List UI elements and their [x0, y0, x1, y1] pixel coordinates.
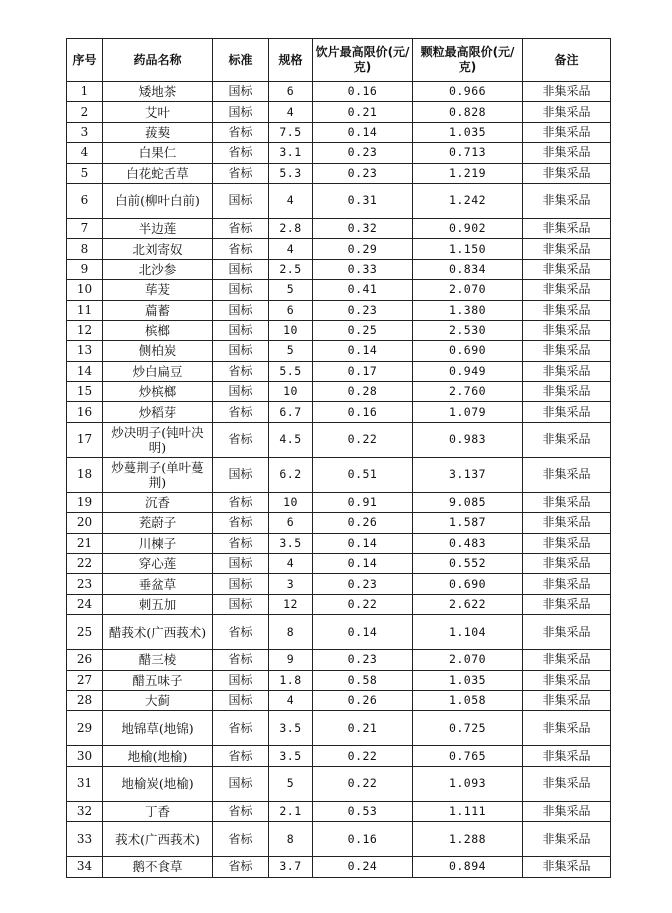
- cell-remark: 非集采品: [523, 280, 611, 300]
- header-cell-drug-name: 药品名称: [103, 39, 213, 82]
- cell-granule-price: 1.111: [413, 801, 523, 821]
- table-row: [67, 82, 611, 102]
- cell-standard: 国标: [213, 300, 269, 320]
- cell-index: 7: [67, 218, 103, 238]
- cell-spec: 3: [269, 574, 313, 594]
- table-row: [67, 259, 611, 279]
- cell-spec: 2.5: [269, 259, 313, 279]
- cell-spec: 3.5: [269, 533, 313, 553]
- cell-spec: 4: [269, 102, 313, 122]
- cell-slice-price: 0.17: [313, 361, 413, 381]
- cell-slice-price: 0.14: [313, 341, 413, 361]
- cell-spec: 4: [269, 239, 313, 259]
- cell-granule-price: 0.902: [413, 218, 523, 238]
- cell-spec: 3.7: [269, 857, 313, 877]
- cell-standard: 国标: [213, 280, 269, 300]
- table-row: [67, 300, 611, 320]
- table-row: [67, 766, 611, 801]
- table-row: [67, 280, 611, 300]
- cell-drug-name: 地榆炭(地榆): [103, 766, 213, 801]
- cell-granule-price: 1.035: [413, 122, 523, 142]
- cell-granule-price: 0.966: [413, 82, 523, 102]
- cell-index: 6: [67, 183, 103, 218]
- cell-standard: 省标: [213, 492, 269, 512]
- cell-index: 15: [67, 382, 103, 402]
- cell-granule-price: 0.834: [413, 259, 523, 279]
- cell-standard: 省标: [213, 801, 269, 821]
- cell-slice-price: 0.22: [313, 594, 413, 614]
- cell-drug-name: 地榆(地榆): [103, 746, 213, 766]
- cell-remark: 非集采品: [523, 183, 611, 218]
- cell-spec: 6.7: [269, 402, 313, 422]
- cell-spec: 4.5: [269, 422, 313, 457]
- cell-spec: 5: [269, 280, 313, 300]
- cell-granule-price: 1.035: [413, 670, 523, 690]
- cell-index: 14: [67, 361, 103, 381]
- cell-slice-price: 0.58: [313, 670, 413, 690]
- cell-spec: 4: [269, 690, 313, 710]
- cell-remark: 非集采品: [523, 533, 611, 553]
- cell-standard: 国标: [213, 594, 269, 614]
- cell-granule-price: 1.093: [413, 766, 523, 801]
- cell-remark: 非集采品: [523, 402, 611, 422]
- cell-slice-price: 0.28: [313, 382, 413, 402]
- table-row: [67, 163, 611, 183]
- cell-standard: 国标: [213, 82, 269, 102]
- cell-granule-price: 0.894: [413, 857, 523, 877]
- cell-slice-price: 0.21: [313, 711, 413, 746]
- cell-remark: 非集采品: [523, 857, 611, 877]
- cell-drug-name: 半边莲: [103, 218, 213, 238]
- table-row: [67, 650, 611, 670]
- cell-standard: 省标: [213, 239, 269, 259]
- cell-standard: 国标: [213, 690, 269, 710]
- table-row: [67, 361, 611, 381]
- cell-slice-price: 0.25: [313, 320, 413, 340]
- table-row: [67, 422, 611, 457]
- cell-standard: 省标: [213, 822, 269, 857]
- drug-price-table: [66, 38, 611, 878]
- cell-slice-price: 0.16: [313, 822, 413, 857]
- cell-remark: 非集采品: [523, 690, 611, 710]
- cell-standard: 省标: [213, 361, 269, 381]
- cell-remark: 非集采品: [523, 594, 611, 614]
- cell-granule-price: 1.219: [413, 163, 523, 183]
- cell-index: 24: [67, 594, 103, 614]
- cell-spec: 6: [269, 513, 313, 533]
- cell-granule-price: 1.587: [413, 513, 523, 533]
- cell-index: 2: [67, 102, 103, 122]
- cell-granule-price: 2.622: [413, 594, 523, 614]
- table-row: [67, 554, 611, 574]
- table-row: [67, 746, 611, 766]
- cell-spec: 10: [269, 492, 313, 512]
- cell-granule-price: 1.150: [413, 239, 523, 259]
- header-cell-spec: 规格: [269, 39, 313, 82]
- cell-slice-price: 0.22: [313, 766, 413, 801]
- cell-remark: 非集采品: [523, 382, 611, 402]
- cell-drug-name: 炒决明子(钝叶决明): [103, 422, 213, 457]
- cell-standard: 国标: [213, 457, 269, 492]
- cell-drug-name: 沉香: [103, 492, 213, 512]
- cell-index: 5: [67, 163, 103, 183]
- cell-spec: 4: [269, 183, 313, 218]
- cell-drug-name: 地锦草(地锦): [103, 711, 213, 746]
- cell-slice-price: 0.23: [313, 143, 413, 163]
- cell-drug-name: 炒稻芽: [103, 402, 213, 422]
- cell-index: 17: [67, 422, 103, 457]
- cell-spec: 5: [269, 766, 313, 801]
- cell-slice-price: 0.31: [313, 183, 413, 218]
- cell-remark: 非集采品: [523, 320, 611, 340]
- cell-standard: 省标: [213, 711, 269, 746]
- cell-standard: 省标: [213, 122, 269, 142]
- cell-standard: 国标: [213, 341, 269, 361]
- cell-remark: 非集采品: [523, 163, 611, 183]
- cell-standard: 省标: [213, 143, 269, 163]
- cell-remark: 非集采品: [523, 513, 611, 533]
- table-row: [67, 122, 611, 142]
- cell-drug-name: 炒蔓荆子(单叶蔓荆): [103, 457, 213, 492]
- cell-drug-name: 白果仁: [103, 143, 213, 163]
- cell-index: 27: [67, 670, 103, 690]
- table-row: [67, 801, 611, 821]
- cell-granule-price: 0.690: [413, 341, 523, 361]
- cell-granule-price: 0.765: [413, 746, 523, 766]
- cell-granule-price: 0.828: [413, 102, 523, 122]
- cell-remark: 非集采品: [523, 615, 611, 650]
- cell-standard: 省标: [213, 402, 269, 422]
- table-row: [67, 320, 611, 340]
- cell-spec: 6.2: [269, 457, 313, 492]
- cell-spec: 2.1: [269, 801, 313, 821]
- header-cell-index: 序号: [67, 39, 103, 82]
- cell-spec: 6: [269, 82, 313, 102]
- cell-spec: 7.5: [269, 122, 313, 142]
- cell-drug-name: 侧柏炭: [103, 341, 213, 361]
- cell-standard: 国标: [213, 320, 269, 340]
- cell-spec: 3.5: [269, 711, 313, 746]
- cell-granule-price: 1.288: [413, 822, 523, 857]
- cell-remark: 非集采品: [523, 239, 611, 259]
- cell-standard: 国标: [213, 183, 269, 218]
- cell-index: 10: [67, 280, 103, 300]
- cell-index: 25: [67, 615, 103, 650]
- cell-granule-price: 1.058: [413, 690, 523, 710]
- cell-index: 28: [67, 690, 103, 710]
- cell-granule-price: 2.760: [413, 382, 523, 402]
- cell-slice-price: 0.21: [313, 102, 413, 122]
- cell-granule-price: 0.483: [413, 533, 523, 553]
- cell-spec: 3.1: [269, 143, 313, 163]
- cell-granule-price: 0.713: [413, 143, 523, 163]
- cell-slice-price: 0.91: [313, 492, 413, 512]
- cell-spec: 8: [269, 822, 313, 857]
- cell-remark: 非集采品: [523, 422, 611, 457]
- cell-index: 20: [67, 513, 103, 533]
- cell-drug-name: 醋三棱: [103, 650, 213, 670]
- table-row: [67, 102, 611, 122]
- cell-drug-name: 槟榔: [103, 320, 213, 340]
- table-row: [67, 711, 611, 746]
- cell-drug-name: 北沙参: [103, 259, 213, 279]
- cell-index: 8: [67, 239, 103, 259]
- cell-drug-name: 丁香: [103, 801, 213, 821]
- table-row: [67, 670, 611, 690]
- cell-granule-price: 1.104: [413, 615, 523, 650]
- cell-remark: 非集采品: [523, 492, 611, 512]
- cell-remark: 非集采品: [523, 822, 611, 857]
- cell-standard: 省标: [213, 513, 269, 533]
- cell-remark: 非集采品: [523, 574, 611, 594]
- cell-index: 19: [67, 492, 103, 512]
- cell-index: 4: [67, 143, 103, 163]
- cell-slice-price: 0.14: [313, 554, 413, 574]
- cell-spec: 2.8: [269, 218, 313, 238]
- cell-standard: 国标: [213, 554, 269, 574]
- table-row: [67, 382, 611, 402]
- cell-granule-price: 0.552: [413, 554, 523, 574]
- cell-index: 32: [67, 801, 103, 821]
- cell-granule-price: 0.949: [413, 361, 523, 381]
- cell-slice-price: 0.23: [313, 300, 413, 320]
- cell-drug-name: 刺五加: [103, 594, 213, 614]
- cell-standard: 国标: [213, 102, 269, 122]
- cell-drug-name: 川楝子: [103, 533, 213, 553]
- cell-standard: 国标: [213, 259, 269, 279]
- cell-drug-name: 菝葜: [103, 122, 213, 142]
- table-row: [67, 239, 611, 259]
- cell-slice-price: 0.26: [313, 513, 413, 533]
- table-row: [67, 615, 611, 650]
- cell-remark: 非集采品: [523, 457, 611, 492]
- cell-index: 12: [67, 320, 103, 340]
- cell-standard: 省标: [213, 615, 269, 650]
- cell-standard: 国标: [213, 670, 269, 690]
- cell-index: 22: [67, 554, 103, 574]
- cell-index: 23: [67, 574, 103, 594]
- cell-granule-price: 0.690: [413, 574, 523, 594]
- cell-slice-price: 0.14: [313, 533, 413, 553]
- cell-drug-name: 萹蓄: [103, 300, 213, 320]
- cell-drug-name: 穿心莲: [103, 554, 213, 574]
- table-row: [67, 457, 611, 492]
- table-row: [67, 341, 611, 361]
- table-row: [67, 594, 611, 614]
- cell-slice-price: 0.51: [313, 457, 413, 492]
- cell-slice-price: 0.41: [313, 280, 413, 300]
- table-row: [67, 402, 611, 422]
- cell-standard: 省标: [213, 422, 269, 457]
- cell-index: 11: [67, 300, 103, 320]
- cell-granule-price: 0.725: [413, 711, 523, 746]
- cell-drug-name: 茺蔚子: [103, 513, 213, 533]
- cell-slice-price: 0.23: [313, 574, 413, 594]
- cell-index: 3: [67, 122, 103, 142]
- cell-remark: 非集采品: [523, 122, 611, 142]
- cell-standard: 省标: [213, 163, 269, 183]
- cell-spec: 10: [269, 320, 313, 340]
- cell-granule-price: 1.079: [413, 402, 523, 422]
- cell-remark: 非集采品: [523, 554, 611, 574]
- cell-drug-name: 醋莪术(广西莪术): [103, 615, 213, 650]
- cell-spec: 12: [269, 594, 313, 614]
- cell-slice-price: 0.23: [313, 650, 413, 670]
- cell-slice-price: 0.16: [313, 82, 413, 102]
- cell-drug-name: 北刘寄奴: [103, 239, 213, 259]
- cell-spec: 5: [269, 341, 313, 361]
- table-row: [67, 218, 611, 238]
- header-cell-slice-price: 饮片最高限价(元/克): [313, 39, 413, 82]
- cell-remark: 非集采品: [523, 82, 611, 102]
- cell-remark: 非集采品: [523, 218, 611, 238]
- cell-remark: 非集采品: [523, 102, 611, 122]
- cell-spec: 3.5: [269, 746, 313, 766]
- cell-slice-price: 0.16: [313, 402, 413, 422]
- cell-drug-name: 大蓟: [103, 690, 213, 710]
- table-row: [67, 690, 611, 710]
- cell-remark: 非集采品: [523, 746, 611, 766]
- table-row: [67, 183, 611, 218]
- cell-remark: 非集采品: [523, 801, 611, 821]
- cell-slice-price: 0.22: [313, 422, 413, 457]
- cell-spec: 8: [269, 615, 313, 650]
- cell-drug-name: 醋五味子: [103, 670, 213, 690]
- cell-remark: 非集采品: [523, 766, 611, 801]
- cell-slice-price: 0.14: [313, 615, 413, 650]
- cell-drug-name: 艾叶: [103, 102, 213, 122]
- cell-standard: 省标: [213, 650, 269, 670]
- cell-drug-name: 鹅不食草: [103, 857, 213, 877]
- cell-drug-name: 矮地茶: [103, 82, 213, 102]
- cell-remark: 非集采品: [523, 259, 611, 279]
- table-row: [67, 822, 611, 857]
- cell-spec: 6: [269, 300, 313, 320]
- cell-slice-price: 0.53: [313, 801, 413, 821]
- cell-remark: 非集采品: [523, 300, 611, 320]
- cell-drug-name: 荜茇: [103, 280, 213, 300]
- cell-standard: 国标: [213, 766, 269, 801]
- cell-granule-price: 2.070: [413, 280, 523, 300]
- cell-drug-name: 垂盆草: [103, 574, 213, 594]
- cell-standard: 国标: [213, 382, 269, 402]
- cell-remark: 非集采品: [523, 143, 611, 163]
- cell-slice-price: 0.22: [313, 746, 413, 766]
- table-row: [67, 143, 611, 163]
- cell-standard: 省标: [213, 746, 269, 766]
- cell-index: 13: [67, 341, 103, 361]
- header-row: [67, 39, 611, 82]
- cell-index: 34: [67, 857, 103, 877]
- table-row: [67, 492, 611, 512]
- cell-remark: 非集采品: [523, 650, 611, 670]
- cell-granule-price: 2.070: [413, 650, 523, 670]
- cell-granule-price: 3.137: [413, 457, 523, 492]
- cell-spec: 9: [269, 650, 313, 670]
- cell-drug-name: 炒白扁豆: [103, 361, 213, 381]
- header-cell-granule-price: 颗粒最高限价(元/克): [413, 39, 523, 82]
- cell-remark: 非集采品: [523, 361, 611, 381]
- table-row: [67, 513, 611, 533]
- header-cell-standard: 标准: [213, 39, 269, 82]
- cell-drug-name: 白前(柳叶白前): [103, 183, 213, 218]
- cell-drug-name: 白花蛇舌草: [103, 163, 213, 183]
- cell-granule-price: 0.983: [413, 422, 523, 457]
- cell-granule-price: 9.085: [413, 492, 523, 512]
- cell-granule-price: 1.242: [413, 183, 523, 218]
- table-body: [67, 82, 611, 878]
- cell-granule-price: 1.380: [413, 300, 523, 320]
- cell-standard: 国标: [213, 574, 269, 594]
- cell-index: 31: [67, 766, 103, 801]
- cell-remark: 非集采品: [523, 670, 611, 690]
- cell-index: 21: [67, 533, 103, 553]
- cell-index: 9: [67, 259, 103, 279]
- cell-spec: 1.8: [269, 670, 313, 690]
- cell-index: 30: [67, 746, 103, 766]
- cell-index: 26: [67, 650, 103, 670]
- cell-spec: 5.3: [269, 163, 313, 183]
- cell-standard: 省标: [213, 857, 269, 877]
- cell-drug-name: 炒槟榔: [103, 382, 213, 402]
- cell-slice-price: 0.33: [313, 259, 413, 279]
- cell-granule-price: 2.530: [413, 320, 523, 340]
- cell-remark: 非集采品: [523, 341, 611, 361]
- cell-index: 33: [67, 822, 103, 857]
- cell-spec: 4: [269, 554, 313, 574]
- cell-index: 16: [67, 402, 103, 422]
- cell-slice-price: 0.23: [313, 163, 413, 183]
- cell-index: 18: [67, 457, 103, 492]
- cell-spec: 10: [269, 382, 313, 402]
- cell-slice-price: 0.14: [313, 122, 413, 142]
- table-row: [67, 857, 611, 877]
- table-row: [67, 533, 611, 553]
- cell-standard: 省标: [213, 533, 269, 553]
- cell-slice-price: 0.32: [313, 218, 413, 238]
- cell-index: 29: [67, 711, 103, 746]
- cell-spec: 5.5: [269, 361, 313, 381]
- cell-slice-price: 0.29: [313, 239, 413, 259]
- header-cell-remark: 备注: [523, 39, 611, 82]
- cell-index: 1: [67, 82, 103, 102]
- cell-slice-price: 0.26: [313, 690, 413, 710]
- cell-standard: 省标: [213, 218, 269, 238]
- cell-drug-name: 莪术(广西莪术): [103, 822, 213, 857]
- cell-slice-price: 0.24: [313, 857, 413, 877]
- cell-remark: 非集采品: [523, 711, 611, 746]
- table-row: [67, 574, 611, 594]
